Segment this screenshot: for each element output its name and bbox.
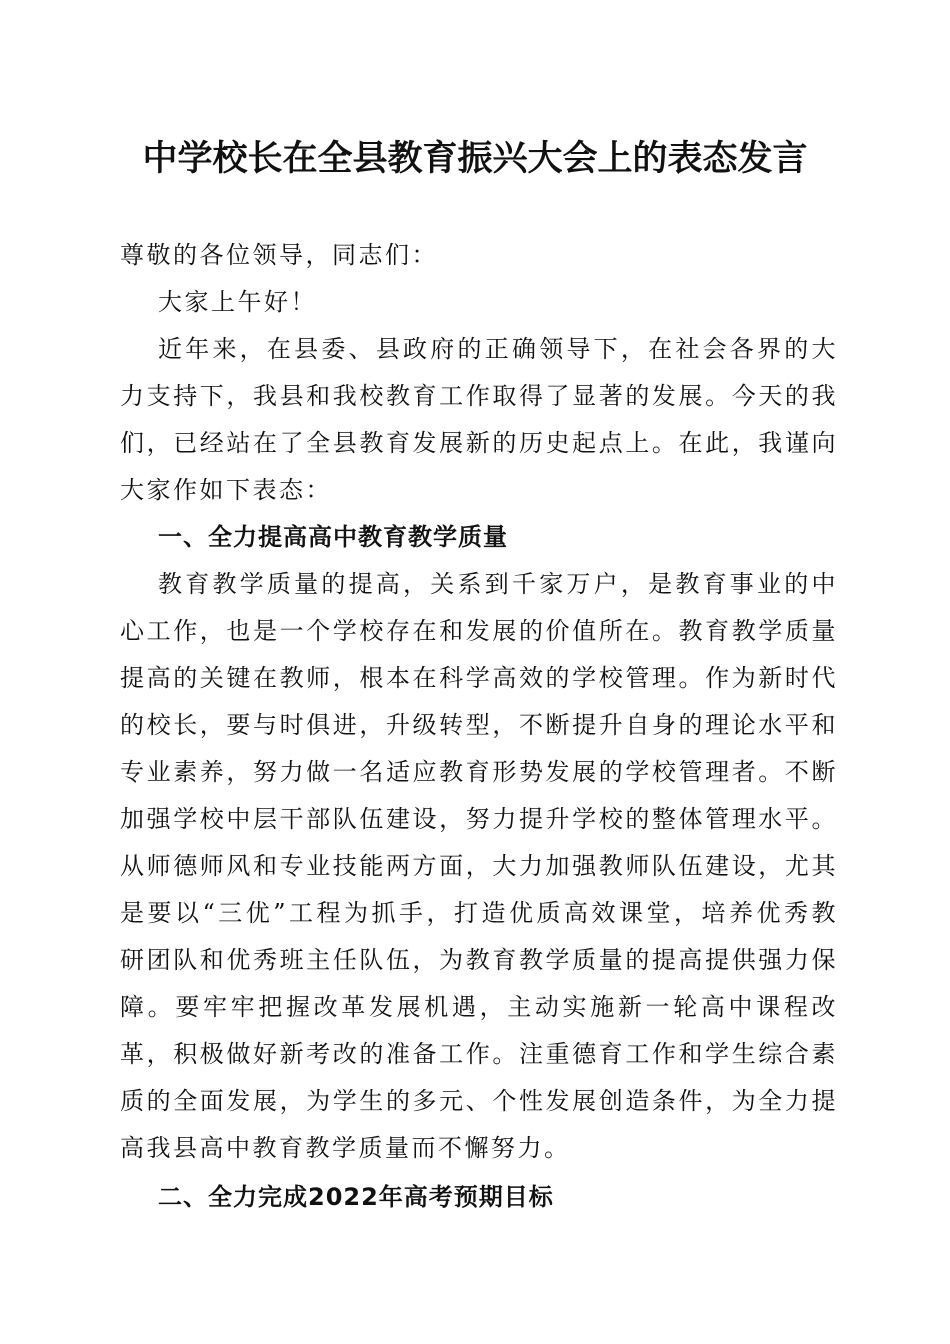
section-paragraph-1: 教育教学质量的提高，关系到千家万户，是教育事业的中心工作，也是一个学校存在和发展的价值所在。教育教学质量提高的关键在教师，根本在科学高效的学校管理。作为新时代的校长，要与时俱进，升级转型，不断提升自身的理论水平和专业素养，努力做一名适应教育形势发展的学校管理者。不断加强学校中层干部队伍建设，努力提升学校的整体管理水平。从师德师风和专业技能两方面，大力加强教师队伍建设，尤其是要以“三优”工程为抓手，打造优质高效课堂，培养优秀教研团队和优秀班主任队伍，为教育教学质量的提高提供强力保障。要牢牢把握改革发展机遇，主动实施新一轮高中课程改革，积极做好新考改的准备工作。注重德育工作和学生综合素质的全面发展，为学生的多元、个性发展创造条件，为全力提高我县高中教育教学质量而不懈努力。 (120, 570, 838, 1162)
salutation: 尊敬的各位领导，同志们： (120, 241, 438, 269)
section-heading-2: 二、全力完成2022年高考预期目标 (158, 1183, 554, 1211)
document-title: 中学校长在全县教育振兴大会上的表态发言 (142, 138, 808, 179)
section-heading-1: 一、全力提高高中教育教学质量 (158, 523, 508, 551)
greeting: 大家上午好！ (158, 288, 317, 316)
document-body (120, 232, 838, 1221)
intro-paragraph: 近年来，在县委、县政府的正确领导下，在社会各界的大力支持下，我县和我校教育工作取得了显著的发展。今天的我们，已经站在了全县教育发展新的历史起点上。在此，我谨向大家作如下表态： (120, 335, 838, 504)
